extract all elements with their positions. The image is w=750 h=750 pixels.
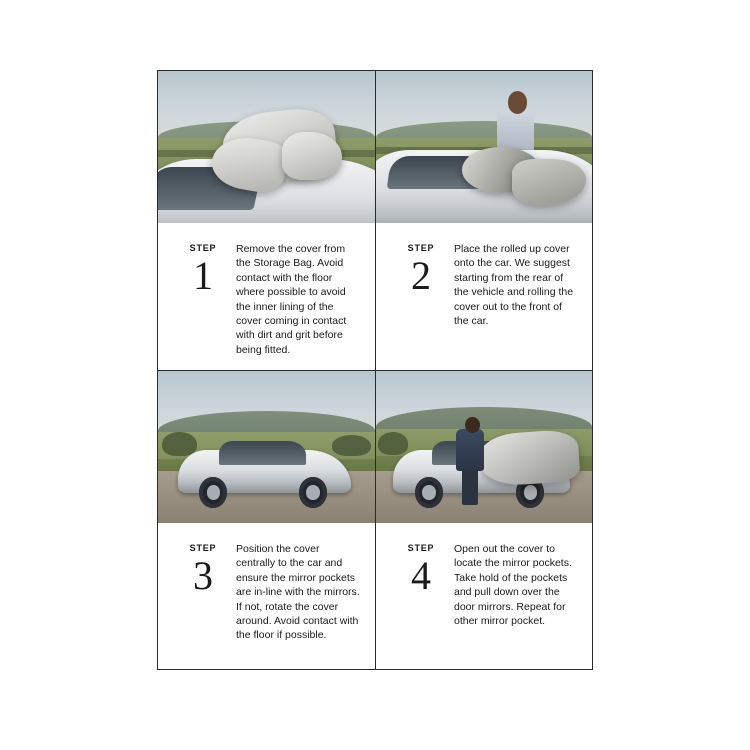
photo-step-2 [376, 71, 592, 223]
step-number-4: 4 [411, 553, 431, 598]
step-number-2: 2 [411, 253, 431, 298]
step-text-4: Open out the cover to locate the mirror pockets. Take hold of the pockets and pull down over the door mirrors. Repeat for other mirror pocket. [454, 543, 572, 628]
step-text-3: Position the cover centrally to the car and ensure the mirror pockets are in-line with the mirrors. If not, rotate the cover around. Avoid contact with the floor if possible. [236, 543, 360, 642]
person-torso [456, 429, 484, 472]
front-wheel [415, 477, 443, 507]
caption-step-3 [158, 523, 375, 669]
photo-step-3 [158, 371, 375, 523]
panel-step-1 [158, 71, 375, 370]
person-head [465, 417, 480, 434]
step-marker-4 [390, 541, 452, 659]
steps-grid [157, 70, 593, 670]
step-marker-1 [172, 241, 234, 360]
step-label-4: STEP [407, 543, 435, 553]
shrub [378, 432, 408, 455]
step-number-1: 1 [193, 253, 213, 298]
step-label-1: STEP [189, 243, 217, 253]
rear-wheel [299, 477, 327, 507]
front-wheel [199, 477, 227, 507]
person-head [508, 91, 527, 114]
shrub-2 [332, 435, 371, 456]
photo-step-4 [376, 371, 592, 523]
step-label-2: STEP [407, 243, 435, 253]
person-legs [462, 465, 477, 505]
panel-step-2 [375, 71, 592, 370]
car-side-glass [219, 441, 306, 465]
step-marker-2 [390, 241, 452, 360]
step-label-3: STEP [189, 543, 217, 553]
caption-step-1 [158, 223, 375, 370]
photo-step-1 [158, 71, 375, 223]
shrub [162, 432, 197, 456]
caption-step-2 [376, 223, 592, 370]
step-text-2: Place the rolled up cover onto the car. We suggest starting from the rear of the vehicle and rolling the cover out to the front of the car. [454, 243, 574, 328]
cover-fold-2 [282, 132, 343, 181]
panel-step-3 [158, 370, 375, 669]
caption-step-4 [376, 523, 592, 669]
step-marker-3 [172, 541, 234, 659]
panel-step-4 [375, 370, 592, 669]
step-text-1: Remove the cover from the Storage Bag. Avoid contact with the floor where possible to avoid the inner lining of the cover coming in contact with dirt and grit before being fitted. [236, 243, 347, 356]
step-number-3: 3 [193, 553, 213, 598]
